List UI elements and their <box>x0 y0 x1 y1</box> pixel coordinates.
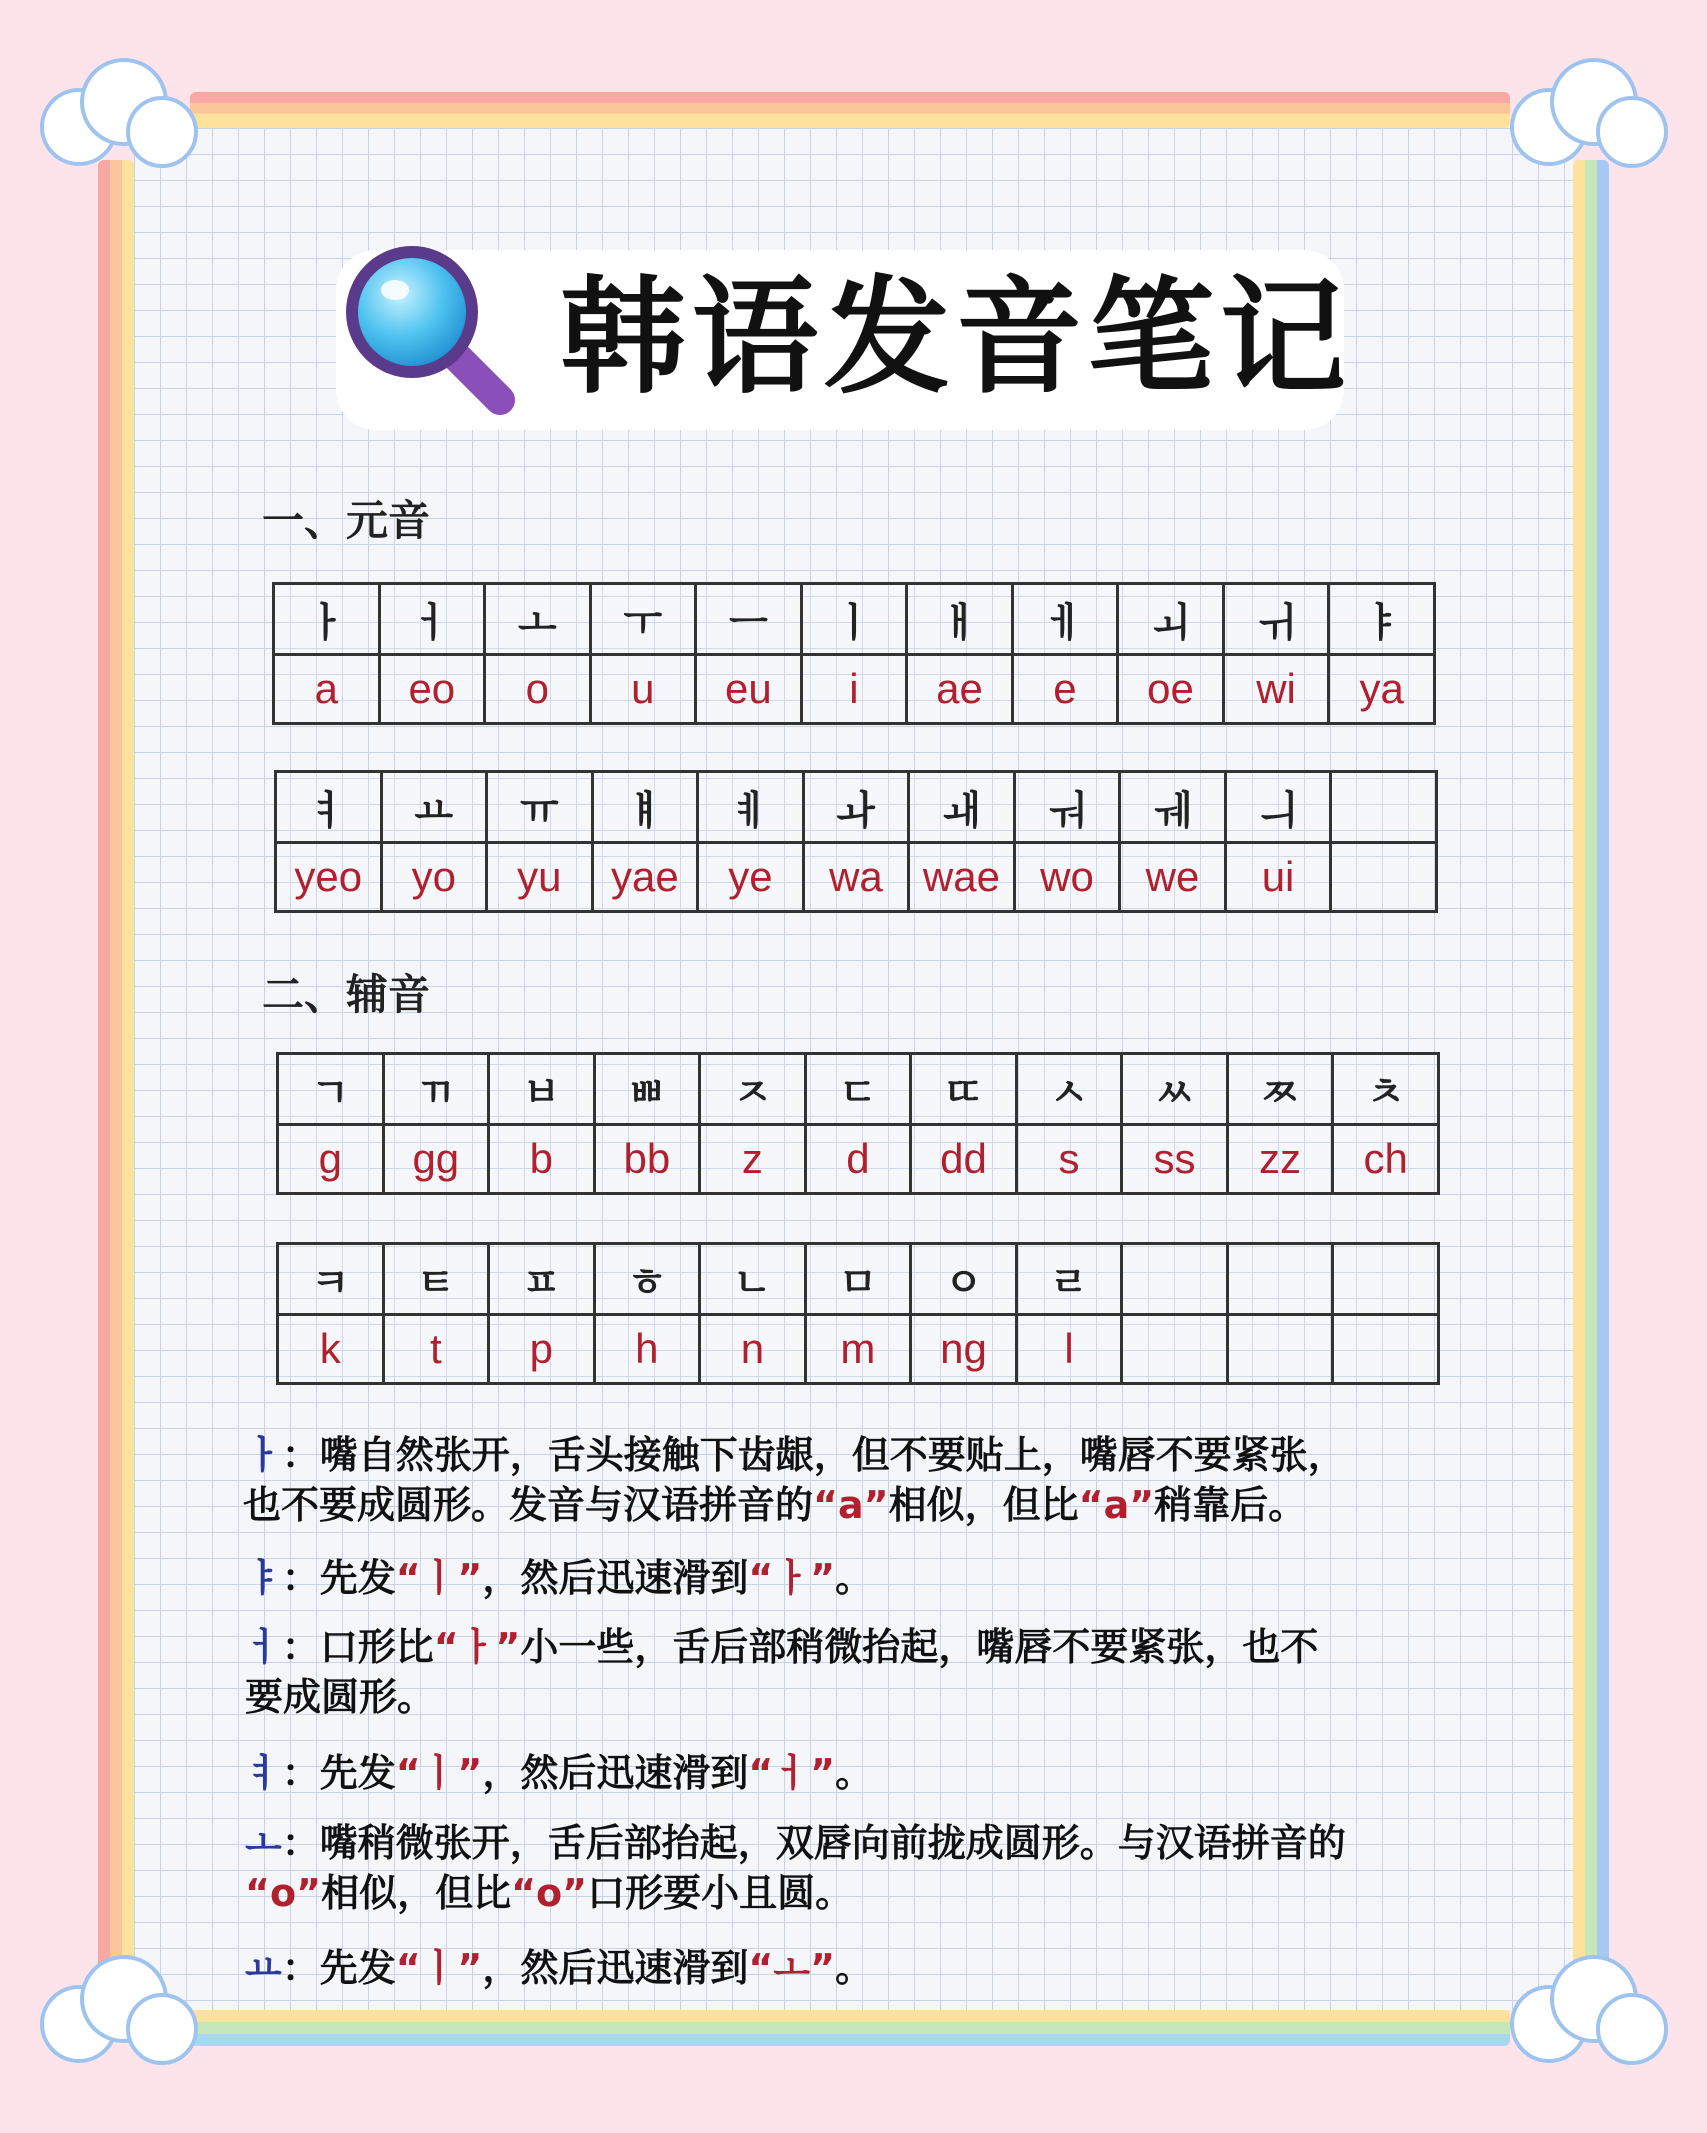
cloud-icon <box>40 1955 190 2065</box>
vowel-roman-cell: wo <box>1014 843 1120 912</box>
vowel-hangul-cell: ㅐ <box>907 584 1013 655</box>
section-heading-vowels: 一、元音 <box>262 496 431 545</box>
consonant-hangul-cell: ㅋ <box>278 1244 384 1315</box>
section-heading-consonants: 二、辅音 <box>262 970 431 1019</box>
vowel-roman-cell: we <box>1120 843 1226 912</box>
consonant-hangul-cell: ㅃ <box>594 1054 700 1125</box>
vowel-roman-cell: yeo <box>276 843 382 912</box>
vowel-roman-cell: ya <box>1329 655 1435 724</box>
consonant-roman-cell: p <box>489 1315 595 1384</box>
frame-top <box>190 92 1510 128</box>
consonant-hangul-cell: ㅁ <box>805 1244 911 1315</box>
consonant-roman-cell <box>1333 1315 1439 1384</box>
vowel-hangul-cell: ㅡ <box>696 584 802 655</box>
vowel-hangul-cell: ㅜ <box>590 584 696 655</box>
consonant-roman-cell: ng <box>911 1315 1017 1384</box>
vowel-hangul-cell: ㅔ <box>1012 584 1118 655</box>
vowel-hangul-cell: ㅑ <box>1329 584 1435 655</box>
consonant-roman-cell <box>1122 1315 1228 1384</box>
vowel-roman-cell: yu <box>487 843 593 912</box>
consonant-roman-cell: ch <box>1333 1125 1439 1194</box>
consonant-hangul-cell: ㅆ <box>1122 1054 1228 1125</box>
consonant-hangul-cell: ㅇ <box>911 1244 1017 1315</box>
vowel-roman-cell: a <box>274 655 380 724</box>
vowel-roman-cell: oe <box>1118 655 1224 724</box>
consonant-roman-cell: m <box>805 1315 911 1384</box>
consonant-roman-cell: ss <box>1122 1125 1228 1194</box>
vowel-roman-cell: i <box>801 655 907 724</box>
note-yo: ㅛ：先发“ㅣ”，然后迅速滑到“ㅗ”。 <box>245 1946 874 1990</box>
vowel-roman-cell: o <box>485 655 591 724</box>
vowel-roman-cell: eu <box>696 655 802 724</box>
magnifier-icon <box>340 240 520 420</box>
frame-right <box>1573 160 1609 1970</box>
consonant-roman-cell: h <box>594 1315 700 1384</box>
vowel-hangul-cell: ㅓ <box>379 584 485 655</box>
cloud-icon <box>40 58 190 168</box>
consonant-roman-cell: z <box>700 1125 806 1194</box>
consonant-roman-cell: k <box>278 1315 384 1384</box>
consonant-hangul-cell: ㅅ <box>1016 1054 1122 1125</box>
note-eo: ㅓ：口形比“ㅏ”小一些，舌后部稍微抬起，嘴唇不要紧张，也不 要成圆形。 <box>245 1625 1319 1719</box>
frame-bottom <box>190 2010 1510 2046</box>
vowel-roman-cell: ye <box>698 843 804 912</box>
consonant-hangul-cell <box>1333 1244 1439 1315</box>
vowel-hangul-cell: ㅞ <box>1120 772 1226 843</box>
consonant-hangul-cell: ㅂ <box>489 1054 595 1125</box>
consonant-hangul-cell: ㄷ <box>805 1054 911 1125</box>
vowel-hangul-cell: ㅚ <box>1118 584 1224 655</box>
consonant-roman-cell: g <box>278 1125 384 1194</box>
consonant-roman-cell: l <box>1016 1315 1122 1384</box>
vowel-roman-cell: wae <box>909 843 1015 912</box>
vowel-roman-cell: wi <box>1223 655 1329 724</box>
consonant-hangul-cell: ㄴ <box>700 1244 806 1315</box>
vowel-hangul-cell: ㅖ <box>698 772 804 843</box>
consonant-roman-cell: zz <box>1227 1125 1333 1194</box>
consonant-roman-cell: n <box>700 1315 806 1384</box>
vowel-hangul-cell: ㅘ <box>803 772 909 843</box>
consonant-roman-cell: s <box>1016 1125 1122 1194</box>
consonant-roman-cell: dd <box>911 1125 1017 1194</box>
vowel-roman-cell: u <box>590 655 696 724</box>
vowel-roman-cell: e <box>1012 655 1118 724</box>
vowel-hangul-cell: ㅝ <box>1014 772 1120 843</box>
consonant-roman-cell: t <box>383 1315 489 1384</box>
note-a: ㅏ：嘴自然张开，舌头接触下齿龈，但不要贴上，嘴唇不要紧张， 也不要成圆形。发音与汉语拼音的“a”相似，但比“a”稍靠后。 <box>243 1433 1346 1527</box>
consonant-roman-cell: bb <box>594 1125 700 1194</box>
consonant-hangul-cell: ㄹ <box>1016 1244 1122 1315</box>
consonant-hangul-cell: ㄲ <box>383 1054 489 1125</box>
consonant-roman-cell <box>1227 1315 1333 1384</box>
consonant-hangul-cell <box>1227 1244 1333 1315</box>
vowel-roman-cell <box>1331 843 1437 912</box>
cloud-icon <box>1510 1955 1660 2065</box>
vowel-hangul-cell: ㅏ <box>274 584 380 655</box>
vowel-hangul-cell: ㅙ <box>909 772 1015 843</box>
consonant-hangul-cell: ㅌ <box>383 1244 489 1315</box>
vowel-roman-cell: yae <box>592 843 698 912</box>
vowel-hangul-cell: ㅛ <box>381 772 487 843</box>
consonant-hangul-cell: ㅉ <box>1227 1054 1333 1125</box>
vowel-hangul-cell: ㅢ <box>1225 772 1331 843</box>
vowel-table-1 <box>272 582 1436 725</box>
consonant-table-1 <box>276 1052 1440 1195</box>
vowel-roman-cell: yo <box>381 843 487 912</box>
consonant-hangul-cell: ㄸ <box>911 1054 1017 1125</box>
vowel-roman-cell: ui <box>1225 843 1331 912</box>
vowel-hangul-cell: ㅠ <box>487 772 593 843</box>
page-title: 韩语发音笔记 <box>560 264 1352 411</box>
consonant-hangul-cell: ㅈ <box>700 1054 806 1125</box>
vowel-roman-cell: ae <box>907 655 1013 724</box>
consonant-hangul-cell <box>1122 1244 1228 1315</box>
consonant-roman-cell: b <box>489 1125 595 1194</box>
vowel-roman-cell: wa <box>803 843 909 912</box>
consonant-roman-cell: d <box>805 1125 911 1194</box>
vowel-hangul-cell: ㅒ <box>592 772 698 843</box>
note-o: ㅗ：嘴稍微张开，舌后部抬起，双唇向前拢成圆形。与汉语拼音的 “o”相似，但比“o”口形要小且圆。 <box>245 1821 1346 1915</box>
vowel-table-2 <box>274 770 1438 913</box>
consonant-roman-cell: gg <box>383 1125 489 1194</box>
vowel-hangul-cell: ㅟ <box>1223 584 1329 655</box>
vowel-hangul-cell: ㅣ <box>801 584 907 655</box>
note-ya: ㅑ：先发“ㅣ”，然后迅速滑到“ㅏ”。 <box>245 1556 874 1600</box>
consonant-table-2 <box>276 1242 1440 1385</box>
vowel-hangul-cell: ㅕ <box>276 772 382 843</box>
vowel-hangul-cell <box>1331 772 1437 843</box>
consonant-hangul-cell: ㄱ <box>278 1054 384 1125</box>
consonant-hangul-cell: ㅍ <box>489 1244 595 1315</box>
note-yeo: ㅕ：先发“ㅣ”，然后迅速滑到“ㅓ”。 <box>245 1751 874 1795</box>
vowel-roman-cell: eo <box>379 655 485 724</box>
vowel-hangul-cell: ㅗ <box>485 584 591 655</box>
cloud-icon <box>1510 58 1660 168</box>
consonant-hangul-cell: ㅎ <box>594 1244 700 1315</box>
frame-left <box>98 160 134 1970</box>
consonant-hangul-cell: ㅊ <box>1333 1054 1439 1125</box>
